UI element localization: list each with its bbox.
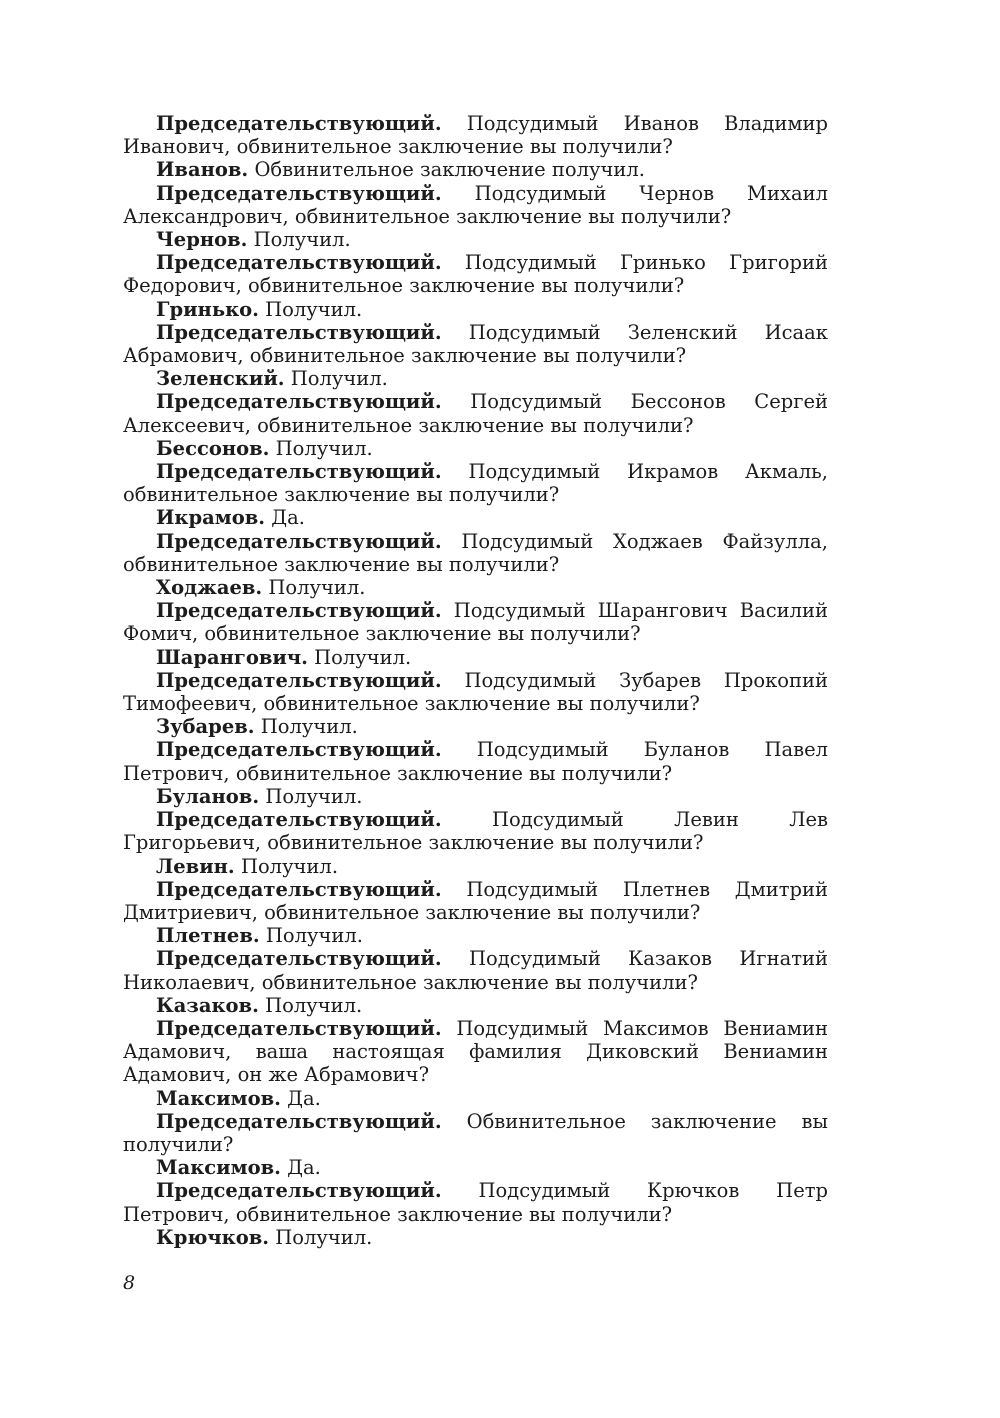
speaker-name: Председательствующий. — [156, 251, 442, 275]
dialogue-paragraph — [123, 1087, 828, 1110]
dialogue-text: Подсудимый Плетнев Дмитрий Дмитриевич, обвинительное заключение вы получили? — [123, 877, 828, 924]
dialogue-paragraph — [123, 1156, 828, 1179]
dialogue-paragraph — [123, 715, 828, 738]
speaker-name: Максимов. — [156, 1156, 281, 1180]
dialogue-paragraph — [123, 530, 828, 576]
dialogue-text: Подсудимый Казаков Игнатий Николаевич, обвинительное заключение вы получили? — [123, 947, 828, 994]
speaker-name: Гринько. — [156, 297, 259, 321]
dialogue-paragraph — [123, 251, 828, 297]
dialogue-paragraph — [123, 855, 828, 878]
speaker-name: Буланов. — [156, 784, 260, 808]
dialogue-text: Подсудимый Максимов Вениамин Адамович, ваша настоящая фамилия Диковский Вениамин Адамович, он же Абрамович? — [123, 1016, 828, 1087]
speaker-name: Председательствующий. — [156, 181, 442, 205]
dialogue-text: Получил. — [265, 924, 363, 948]
dialogue-paragraph — [123, 182, 828, 228]
dialogue-paragraph — [123, 321, 828, 367]
dialogue-text: Обвинительное заключение получил. — [254, 158, 645, 182]
dialogue-paragraph — [123, 228, 828, 251]
dialogue-text: Получил. — [290, 367, 388, 391]
speaker-name: Председательствующий. — [156, 460, 442, 484]
speaker-name: Ходжаев. — [156, 576, 263, 600]
transcript-page — [123, 112, 828, 1249]
speaker-name: Казаков. — [156, 993, 259, 1017]
dialogue-text: Да. — [287, 1156, 321, 1180]
speaker-name: Председательствующий. — [156, 668, 442, 692]
speaker-name: Икрамов. — [156, 506, 266, 530]
dialogue-text: Подсудимый Гринько Григорий Федорович, обвинительное заключение вы получили? — [123, 251, 828, 298]
speaker-name: Председательствующий. — [156, 1016, 442, 1040]
dialogue-paragraph — [123, 390, 828, 436]
dialogue-text: Подсудимый Шарангович Василий Фомич, обвинительное заключение вы получили? — [123, 599, 828, 646]
dialogue-paragraph — [123, 506, 828, 529]
speaker-name: Крючков. — [156, 1225, 270, 1249]
dialogue-paragraph — [123, 738, 828, 784]
speaker-name: Бессонов. — [156, 436, 270, 460]
dialogue-text: Получил. — [275, 1225, 373, 1249]
dialogue-text: Подсудимый Икрамов Акмаль, обвинительное заключение вы получили? — [123, 460, 828, 507]
dialogue-text: Получил. — [260, 715, 358, 739]
dialogue-paragraph — [123, 1017, 828, 1087]
dialogue-paragraph — [123, 947, 828, 993]
dialogue-paragraph — [123, 808, 828, 854]
dialogue-paragraph — [123, 158, 828, 181]
dialogue-text: Получил. — [265, 297, 363, 321]
dialogue-paragraph — [123, 1226, 828, 1249]
speaker-name: Председательствующий. — [156, 599, 442, 623]
speaker-name: Максимов. — [156, 1086, 281, 1110]
dialogue-paragraph — [123, 669, 828, 715]
speaker-name: Председательствующий. — [156, 1109, 442, 1133]
dialogue-paragraph — [123, 437, 828, 460]
dialogue-text: Подсудимый Зеленский Исаак Абрамович, обвинительное заключение вы получили? — [123, 320, 828, 368]
speaker-name: Иванов. — [156, 158, 249, 182]
dialogue-paragraph — [123, 924, 828, 947]
dialogue-paragraph — [123, 1110, 828, 1156]
dialogue-paragraph — [123, 994, 828, 1017]
dialogue-paragraph — [123, 112, 828, 158]
dialogue-text: Получил. — [314, 645, 412, 669]
dialogue-paragraph — [123, 878, 828, 924]
dialogue-paragraph — [123, 1179, 828, 1225]
speaker-name: Левин. — [156, 854, 235, 878]
dialogue-paragraph — [123, 367, 828, 390]
speaker-name: Зубарев. — [156, 715, 255, 739]
dialogue-paragraph — [123, 785, 828, 808]
dialogue-text: Подсудимый Крючков Петр Петрович, обвинительное заключение вы получили? — [123, 1179, 829, 1226]
dialogue-paragraph — [123, 298, 828, 321]
dialogue-text: Подсудимый Левин Лев Григорьевич, обвинительное заключение вы получили? — [123, 808, 829, 855]
speaker-name: Шарангович. — [156, 645, 308, 669]
dialogue-paragraph — [123, 576, 828, 599]
dialogue-text: Да. — [287, 1086, 321, 1110]
dialogue-text: Получил. — [275, 436, 373, 460]
speaker-name: Председательствующий. — [156, 877, 442, 901]
dialogue-text: Обвинительное заключение вы получили? — [123, 1109, 829, 1156]
speaker-name: Председательствующий. — [156, 808, 442, 832]
speaker-name: Чернов. — [156, 228, 248, 252]
speaker-name: Председательствующий. — [156, 320, 442, 344]
dialogue-text: Получил. — [265, 784, 363, 808]
dialogue-text: Подсудимый Чернов Михаил Александрович, обвинительное заключение вы получили? — [123, 181, 829, 228]
dialogue-paragraph — [123, 599, 828, 645]
dialogue-paragraph — [123, 646, 828, 669]
dialogue-text: Получил. — [253, 228, 351, 252]
dialogue-text: Подсудимый Бессонов Сергей Алексеевич, обвинительное заключение вы получили? — [123, 390, 828, 437]
dialogue-paragraph — [123, 460, 828, 506]
dialogue-text: Получил. — [240, 854, 339, 878]
dialogue-text: Подсудимый Ходжаев Файзулла, обвинительное заключение вы получили? — [123, 529, 828, 576]
speaker-name: Зеленский. — [156, 367, 285, 391]
dialogue-text: Подсудимый Иванов Владимир Иванович, обвинительное заключение вы получили? — [123, 112, 828, 159]
dialogue-text: Подсудимый Буланов Павел Петрович, обвинительное заключение вы получили? — [123, 738, 828, 785]
speaker-name: Председательствующий. — [156, 947, 442, 971]
page-number: 8 — [123, 1272, 136, 1294]
speaker-name: Председательствующий. — [156, 1179, 442, 1203]
speaker-name: Председательствующий. — [156, 529, 442, 553]
dialogue-text: Подсудимый Зубарев Прокопий Тимофеевич, обвинительное заключение вы получили? — [123, 668, 828, 716]
dialogue-text: Получил. — [265, 993, 363, 1017]
speaker-name: Председательствующий. — [156, 112, 442, 135]
speaker-name: Плетнев. — [156, 924, 260, 948]
speaker-name: Председательствующий. — [156, 390, 442, 414]
dialogue-text: Получил. — [268, 576, 366, 600]
dialogue-text: Да. — [271, 506, 305, 530]
speaker-name: Председательствующий. — [156, 738, 442, 762]
